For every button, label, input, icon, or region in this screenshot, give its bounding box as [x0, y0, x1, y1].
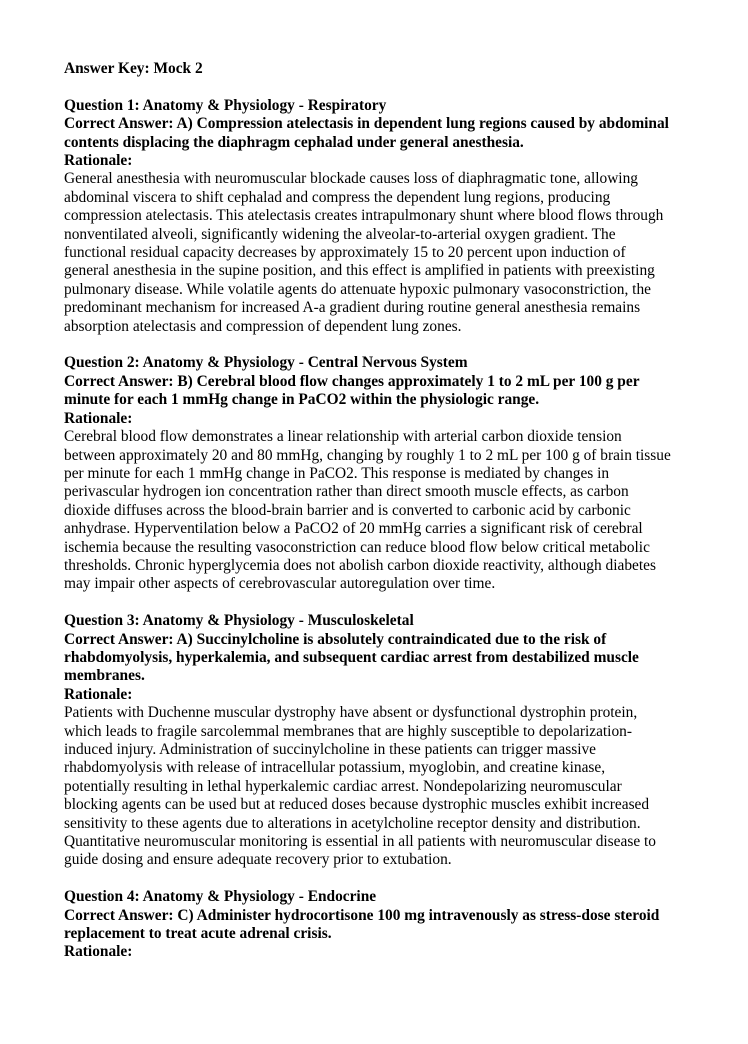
rationale-label: Rationale:: [64, 152, 133, 170]
correct-answer: Correct Answer: C) Administer hydrocortisone 100 mg intravenously as stress-dose steroid replacement to treat acute adrenal crisis.: [64, 906, 660, 943]
rationale-label: Rationale:: [64, 943, 133, 961]
rationale-label: Rationale:: [64, 685, 133, 703]
question-heading: Question 2: Anatomy & Physiology - Central Nervous System: [64, 354, 468, 372]
document-title: Answer Key: Mock 2: [64, 60, 203, 77]
rationale-text: General anesthesia with neuromuscular blockade causes loss of diaphragmatic tone, allowing abdominal viscera to shift cephalad and compress the dependent lung regions, producing compression atelectasis. This atelectasis creates intrapulmonary shunt where blood flows through nonventilated alveoli, significantly widening the alveolar-to-arterial oxygen gradient. The functional residual capacity decreases by approximately 15 to 20 percent upon induction of general anesthesia in the supine position, and this effect is amplified in patients with preexisting pulmonary disease. While volatile agents do attenuate hypoxic pulmonary vasoconstriction, the predominant mechanism for increased A-a gradient during routine general anesthesia remains absorption atelectasis and compression of dependent lung zones.: [64, 170, 664, 335]
correct-answer: Correct Answer: A) Succinylcholine is absolutely contraindicated due to the risk of rhabdomyolysis, hyperkalemia, and subsequent cardiac arrest from destabilized muscle membranes.: [64, 630, 639, 685]
correct-answer: Correct Answer: A) Compression atelectasis in dependent lung regions caused by abdominal contents displacing the diaphragm cephalad under general anesthesia.: [64, 115, 669, 151]
question-2: [64, 354, 674, 593]
rationale-label: Rationale:: [64, 409, 133, 427]
rationale-text: Cerebral blood flow demonstrates a linear relationship with arterial carbon dioxide tension between approximately 20 and 80 mmHg, changing by roughly 1 to 2 mL per 100 g of brain tissue per minute for each 1 mmHg change in PaCO2. This response is mediated by changes in perivascular hydrogen ion concentration rather than direct smooth muscle effects, as carbon dioxide diffuses across the blood-brain barrier and is converted to carbonic acid by carbonic anhydrase. Hyperventilation below a PaCO2 of 20 mmHg carries a significant risk of cerebral ischemia because the resulting vasoconstriction can reduce blood flow below critical metabolic thresholds. Chronic hyperglycemia does not abolish carbon dioxide reactivity, although diabetes may impair other aspects of cerebrovascular autoregulation over time.: [64, 428, 671, 593]
document-page: [64, 60, 674, 980]
question-heading: Question 3: Anatomy & Physiology - Musculoskeletal: [64, 612, 414, 630]
question-heading: Question 4: Anatomy & Physiology - Endocrine: [64, 888, 377, 906]
question-3: [64, 612, 674, 870]
question-4: [64, 888, 674, 962]
rationale-text: Patients with Duchenne muscular dystrophy have absent or dysfunctional dystrophin protein, which leads to fragile sarcolemmal membranes that are highly susceptible to depolarization-induced injury. Administration of succinylcholine in these patients can trigger massive rhabdomyolysis with release of intracellular potassium, myoglobin, and creatine kinase, potentially resulting in lethal hyperkalemic cardiac arrest. Nondepolarizing neuromuscular blocking agents can be used but at reduced doses because dystrophic muscles exhibit increased sensitivity to these agents due to alterations in acetylcholine receptor density and distribution. Quantitative neuromuscular monitoring is essential in all patients with neuromuscular disease to guide dosing and ensure adequate recovery prior to extubation.: [64, 704, 656, 869]
question-heading: Question 1: Anatomy & Physiology - Respiratory: [64, 96, 387, 114]
correct-answer: Correct Answer: B) Cerebral blood flow changes approximately 1 to 2 mL per 100 g per minute for each 1 mmHg change in PaCO2 within the physiologic range.: [64, 372, 640, 409]
question-1: [64, 97, 674, 336]
